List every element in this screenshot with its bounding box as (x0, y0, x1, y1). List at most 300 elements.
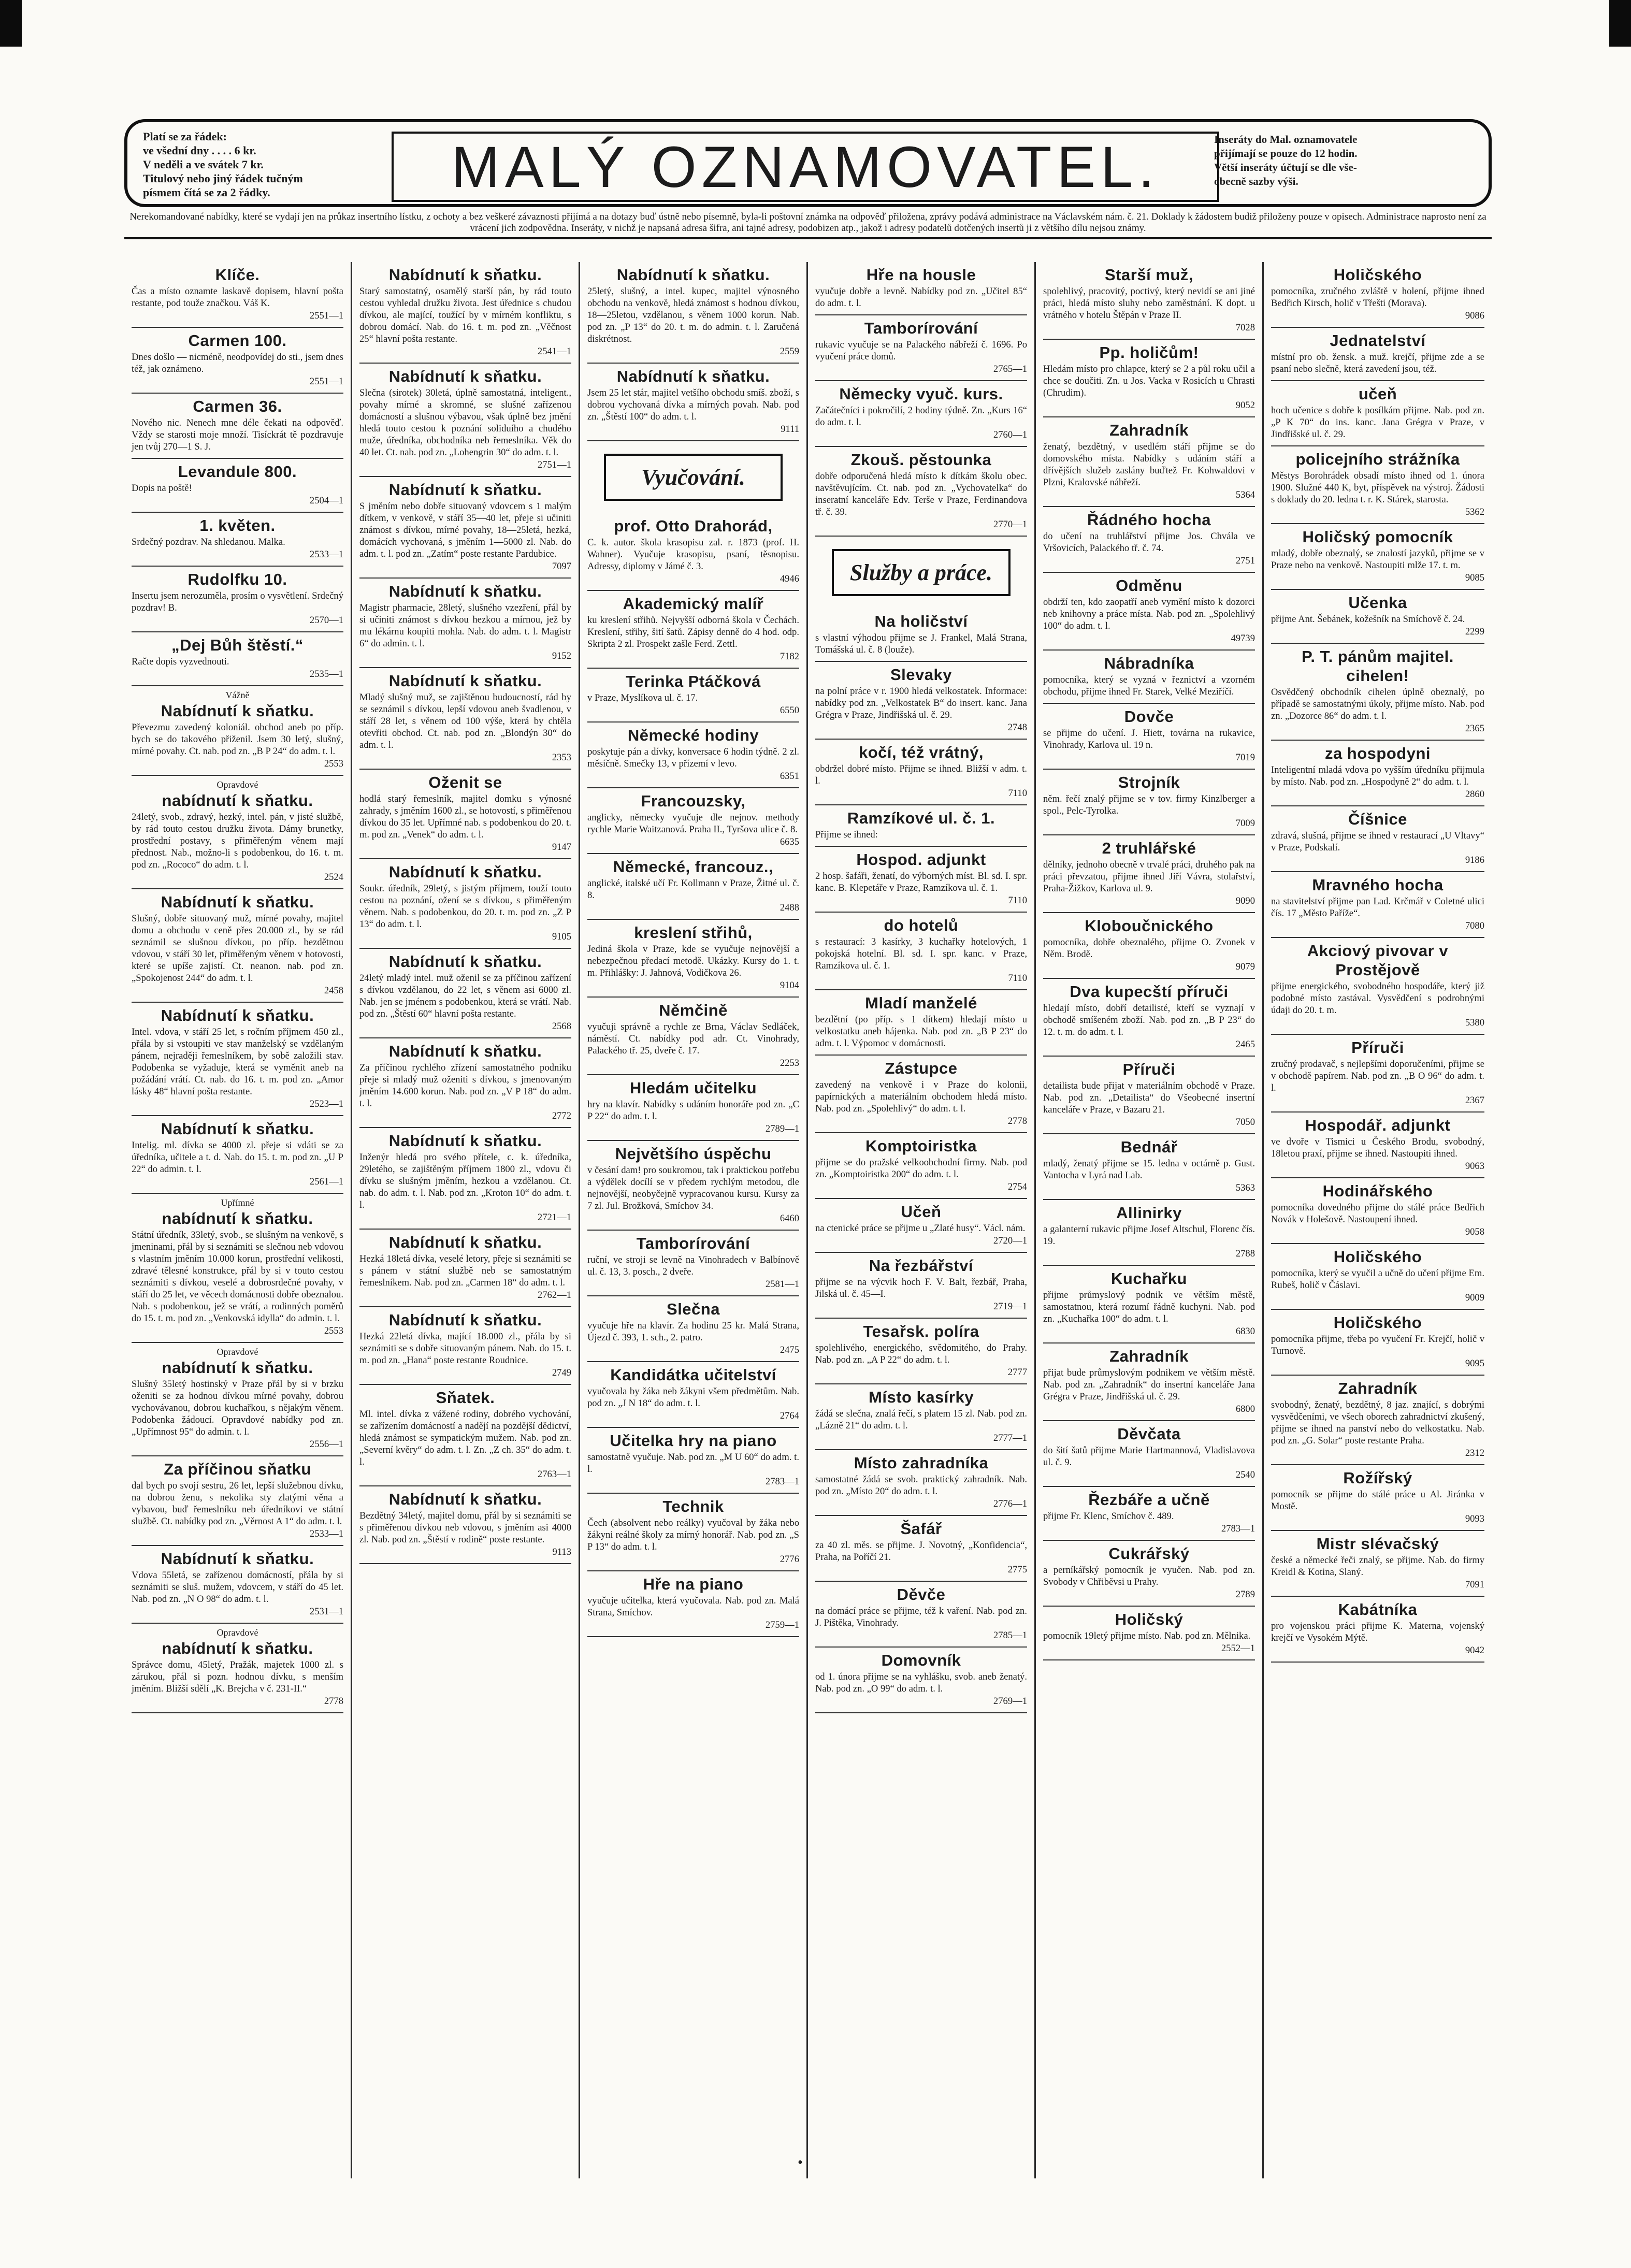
ad-text: svobodný, ženatý, bezdětný, 8 jaz. znající, s dobrými vysvědčeními, ve všech oborech zahradnictví zkušený, přijme se ihned na panství nebo do velkostatku. Nab. pod zn. „G. Solar“ poste restante Praha. (1271, 1399, 1484, 1446)
ad-preheading: Opravdové (216, 1347, 258, 1357)
ad-text: Správce domu, 45letý, Pražák, majetek 1000 zl. s zárukou, přál si pozn. hodnou dívku, s menším jměním. Bližší sdělí „K. Brejcha v č. 231-II.“ (132, 1659, 343, 1694)
ad-code: 2759—1 (765, 1620, 799, 1630)
classified-ad (815, 262, 1027, 315)
classified-ad (359, 770, 571, 859)
classified-ad (132, 1456, 343, 1546)
ad-heading: Mistr slévačský (1316, 1535, 1439, 1553)
ad-text: hry na klavír. Nabídky s udáním honoráře pod zn. „C P 22“ do adm. t. l. (587, 1099, 799, 1122)
classified-ad (815, 990, 1027, 1056)
classified-ad (1043, 979, 1255, 1057)
ad-heading: Hospod. adjunkt (856, 850, 986, 869)
ad-code: 2778 (324, 1696, 343, 1707)
classified-ad (1271, 446, 1484, 524)
ad-text: Dnes došlo — nicméně, neodpovídej do sti., jsem dnes též, jak oznámeno. (132, 352, 343, 374)
ad-text: Slušný, dobře situovaný muž, mírné povahy, majitel domu a obchodu v ceně přes 20.000 zl., by se rád seznámil se slušnou dívkou, po příp. bezdětnou vdovou, v stáří 30 let, přiměřeným věnem v hotovosti, které se upíše zajistí. Ct. neanon. nab. pod zn. „Spokojenost 244“ do adm. t. l. (132, 913, 343, 984)
price-line: Platí se za řádek: (143, 130, 227, 143)
deadline-line: Inseráty do Mal. oznamovatele (1214, 133, 1358, 146)
classified-ad (1043, 1607, 1255, 1660)
ad-text: pomocníka, který se vyučil a učně do učení přijme Em. Rubeš, holič v Čáslavi. (1271, 1268, 1484, 1291)
ad-text: pomocník 19letý přijme místo. Nab. pod zn. Mělnika. (1043, 1630, 1251, 1641)
ad-text: od 1. února přijme se na vyhlášku, svob. aneb ženatý. Nab. pod zn. „O 99“ do adm. t. l. (815, 1671, 1027, 1694)
price-line: ve všední dny . . . . 6 kr. (143, 144, 256, 157)
ad-heading: prof. Otto Drahorád, (614, 517, 773, 535)
ad-preheading: Opravdové (216, 779, 258, 790)
ad-code: 9152 (552, 651, 571, 661)
ad-code: 5363 (1235, 1182, 1255, 1193)
ad-heading: Domovník (881, 1651, 961, 1669)
ad-heading: Jednatelství (1330, 331, 1426, 350)
ad-preheading: Vážně (225, 690, 250, 700)
classified-ad (1271, 1376, 1484, 1465)
classified-ad (815, 447, 1027, 537)
ad-heading: Holičský pomocník (1302, 528, 1453, 546)
ad-heading: Odměnu (1116, 576, 1182, 595)
ad-heading: Holičského (1333, 1248, 1422, 1266)
deadline-line: přijímají se pouze do 12 hodin. (1214, 147, 1358, 160)
ad-heading: Allinirky (1116, 1204, 1182, 1222)
ad-heading: Dovče (1124, 707, 1174, 726)
ad-text: Hezká 22letá dívka, mající 18.000 zl., přála by si seznámiti se s dobře situovaným pánem. Nab. do 15. t. m. pod zn. „Hana“ poste restante Roudnice. (359, 1331, 571, 1366)
classified-ad (132, 459, 343, 513)
ad-code: 2458 (324, 985, 343, 996)
ad-heading: Příruči (1351, 1038, 1404, 1057)
ad-heading: Německé hodiny (627, 726, 759, 744)
ad-heading: Místo zahradníka (854, 1454, 989, 1472)
classified-ad (359, 579, 571, 668)
classified-ad (1271, 1465, 1484, 1531)
ad-heading: Německé, francouz., (613, 858, 774, 876)
ad-code: 2541—1 (537, 346, 571, 357)
ad-heading: Zástupce (885, 1059, 958, 1077)
classified-ad (132, 567, 343, 632)
page-footer-dot: • (798, 2155, 803, 2171)
ad-heading: Ramzíkové ul. č. 1. (847, 809, 995, 827)
ad-code: 2365 (1465, 723, 1484, 734)
ad-code: 2523—1 (309, 1099, 343, 1109)
ad-text: spolehlivý, pracovitý, poctivý, který nevidí se ani jiné práci, hledá místo sluhy nebo zaměstnání. K dopt. u vrátného v hotelu Štěpán v Praze II. (1043, 286, 1255, 321)
ad-heading: Na řezbářství (869, 1256, 974, 1275)
ad-code: 6635 (780, 836, 799, 847)
ad-text: Dopis na poště! (132, 483, 192, 494)
classified-ad (359, 1128, 571, 1230)
ad-text: na polní práce v r. 1900 hledá velkostatek. Informace: nabídky pod zn. „Velkostatek B“ do insert. kanc. Jana Grégra v Praze, Jindřišská ul. č. 29. (815, 686, 1027, 720)
ad-heading: Klíče. (215, 266, 260, 284)
classified-ad (815, 315, 1027, 381)
ad-column (580, 262, 808, 2178)
classified-ad (132, 1194, 343, 1343)
crop-mark-right (1609, 0, 1631, 47)
ad-text: pomocník se přijme do stálé práce u Al. Jiránka v Mostě. (1271, 1489, 1484, 1512)
ad-column (808, 262, 1036, 2178)
ad-text: Jsem 25 let stár, majitel vetšího obchodu smíš. zboží, s dobrou vychovaná dívka a mírných povah. Nab. pod zn. „Štěstí 100“ do adm. t. l. (587, 387, 799, 422)
ad-code: 6351 (780, 771, 799, 782)
ad-heading: Pp. holičům! (1099, 343, 1199, 362)
ad-heading: Levandule 800. (178, 463, 297, 481)
ad-code: 9052 (1235, 400, 1255, 411)
classified-ad (1043, 1344, 1255, 1421)
ad-code: 2568 (552, 1021, 571, 1032)
classified-ad (132, 1343, 343, 1456)
classified-ad (1271, 1035, 1484, 1113)
ad-code: 2772 (552, 1110, 571, 1121)
ad-text: s restaurací: 3 kasírky, 3 kuchařky hotelových, 1 pokojská hotelní. Bl. sd. I. spr. kanc. v Praze, Ramzíkova ul. č. 1. (815, 936, 1027, 971)
ad-heading: Nabídnutí k sňatku. (388, 863, 542, 881)
ad-text: zručný prodavač, s nejlepšími doporučeními, přijme se v obchodě papírem. Nab. pod zn. „B O 96“ do adm. t. l. (1271, 1059, 1484, 1093)
ad-heading: Technik (662, 1497, 724, 1515)
ad-text: anglicky, německy vyučuje dle nejnov. methody rychle Marie Waitzanová. Praha II., Tyršova ulice č. 8. (587, 812, 799, 835)
ad-heading: Slevaky (890, 666, 952, 684)
classified-ad (587, 788, 799, 854)
ad-code: 7097 (552, 561, 571, 572)
ad-heading: Hře na housle (866, 266, 976, 284)
classified-ad (359, 477, 571, 579)
classified-ad (132, 394, 343, 459)
ad-code: 6800 (1235, 1404, 1255, 1414)
ad-heading: Nabídnutí k sňatku. (616, 266, 770, 284)
ad-heading: Nabídnutí k sňatku. (388, 266, 542, 284)
classified-ad (587, 513, 799, 591)
ad-text: Hledám místo pro chlapce, který se 2 a půl roku učil a chce se doučiti. Zn. u Jos. Vacka v Rosicích u Chrasti (Chrudim). (1043, 364, 1255, 398)
classified-ad (359, 668, 571, 770)
ad-text: Ml. intel. dívka z vážené rodiny, dobrého vychování, se zařízením domácností a nadějí na pozdější dědictví, hledá známost se sympatickým mužem. Nab. pod zn. „Severní kvěry“ do adm. t. l. Zn. „Z ch. 35“ do adm. t. l. (359, 1409, 571, 1467)
classified-ad (587, 1494, 799, 1571)
ad-code: 2570—1 (309, 615, 343, 626)
ad-text: zdravá, slušná, přijme se ihned v restaurací „U Vltavy“ v Praze, Podskalí. (1271, 830, 1484, 853)
classified-ad (359, 949, 571, 1038)
ad-heading: Kloboučnického (1085, 917, 1214, 935)
ad-heading: Starší muž, (1105, 266, 1193, 284)
ad-text: S jměním nebo dobře situovaný vdovcem s 1 malým dítkem, v venkově, v stáří 35—40 let, přeje si učiniti známost s dívkou, mírné povahy, 18—25letá, hezká, domácích vychovaná, s jměním 1—5000 zl. Nab. do adm. t. l. pod zn. „Zatím“ poste restante Pardubice. (359, 501, 571, 559)
ad-text: 25letý, slušný, a intel. kupec, majitel výnosného obchodu na venkově, hledá známost s hodnou dívkou, 18—25letou, vzdělanou, s věnem 1000 korun. Nab. pod zn. „P 13“ do 20. t. m. do admin. t. l. Zaručená diskrétnost. (587, 286, 799, 344)
classified-ad (815, 1450, 1027, 1516)
classified-ad (587, 1428, 799, 1494)
ad-heading: Slečna (667, 1300, 720, 1318)
ad-code: 2533—1 (309, 549, 343, 560)
ad-text: dobře odporučená hledá místo k dítkám školu obec. navštěvujícím. Ct. nab. pod zn. „Vychovatelka“ do inseratní kanceláře Edv. Terše v Praze, Ferdinandova tř. č. 39. (815, 471, 1027, 517)
ad-text: anglické, italské učí Fr. Kollmann v Praze, Žitné ul. č. 8. (587, 878, 799, 901)
ad-text: ruční, ve stroji se levně na Vinohradech v Balbínově ul. č. 13, 3. posch., 2 dveře. (587, 1254, 799, 1277)
ad-text: Převezmu zavedený koloniál. obchod aneb po příp. bych se do takového přiženil. Jsem 30 letý, slušný, mírné povahy. Ct. nab. pod zn. „B P 24“ do adm. t. l. (132, 722, 343, 757)
ad-text: Intel. vdova, v stáří 25 let, s ročním příjmem 450 zl., přála by si vstoupiti ve stav manželský se vzdělaným pánem, nejraději řemeslníkem, by sobě založili stav. Podobenka se vyžaduje, která se vyměnit aneb na požádání vrátí. Ct. nab. do 16. t. m. pod zn. „Amor lásky 48“ hlavní pošta restante. (132, 1027, 343, 1097)
classified-ad (815, 847, 1027, 913)
ad-text: rukavic vyučuje se na Palackého nábřeží č. 1696. Po vyučení práce domů. (815, 339, 1027, 362)
ad-text: 2 hosp. šafáři, ženatí, do výborných míst. Bl. sd. I. spr. kanc. B. Klepetáře v Praze, Ramzíkova ul. č. 1. (815, 871, 1027, 893)
ad-text: dělníky, jednoho obecně v trvalé práci, druhého pak na práci převzatou, přijme ihned Jiří Vávra, stolařství, Praha-Žižkov, Karlova ul. 9. (1043, 859, 1255, 894)
classified-ad (132, 686, 343, 776)
ad-heading: Za příčinou sňatku (164, 1460, 311, 1478)
ad-code: 2748 (1007, 722, 1027, 733)
ad-heading: Cukrářský (1108, 1544, 1190, 1563)
ad-heading: Nabídnutí k sňatku. (388, 1311, 542, 1329)
classified-ad (815, 609, 1027, 662)
ad-heading: Nabídnutí k sňatku. (161, 702, 314, 720)
classified-ad (132, 1116, 343, 1194)
classified-ad (1043, 770, 1255, 835)
classified-ad (1271, 806, 1484, 872)
ad-heading: Carmen 36. (193, 397, 282, 415)
ad-heading: Nabídnutí k sňatku. (388, 367, 542, 385)
price-line: Titulový nebo jiný řádek tučným (143, 172, 303, 185)
ad-code: 5364 (1235, 489, 1255, 500)
ad-text: pomocníka dovedného přijme do stálé práce Bedřich Novák v Holešově. Nastoupení ihned. (1271, 1202, 1484, 1225)
ad-heading: Zahradník (1109, 1347, 1189, 1365)
ad-text: vyučuji správně a rychle ze Brna, Václav Sedláček, náměstí. Ct. nabídky pod adr. Ct. Vinohrady, Palackého tř. 25, dveře č. 17. (587, 1021, 799, 1056)
classified-ad (587, 364, 799, 441)
ad-code: 5380 (1465, 1017, 1484, 1028)
ad-code: 2777—1 (993, 1433, 1027, 1443)
classified-ad (587, 723, 799, 788)
ad-heading: „Dej Bůh štěstí.“ (171, 636, 304, 654)
ad-text: se přijme do učení. J. Hiett, továrna na rukavice, Vinohrady, Karlova ul. 19 n. (1043, 728, 1255, 750)
classified-ad (1043, 417, 1255, 507)
ad-code: 9085 (1465, 572, 1484, 583)
ad-text: do učení na truhlářství přijme Jos. Chvála ve Vršovicích, Palackého tř. č. 74. (1043, 531, 1255, 554)
ad-code: 49739 (1231, 633, 1255, 644)
ad-code: 7110 (1008, 788, 1027, 799)
ad-text: ve dvoře v Tismici u Českého Brodu, svobodný, 18letou praxí, přijme se ihned. Nastoupiti ihned. (1271, 1136, 1484, 1159)
ad-heading: Tesařsk. políra (863, 1322, 979, 1340)
classified-ad (1271, 590, 1484, 644)
ad-heading: Hledám učitelku (629, 1079, 757, 1097)
ad-code: 6830 (1235, 1326, 1255, 1337)
classified-ad (587, 854, 799, 920)
ad-text: samostatně vyučuje. Nab. pod zn. „M U 60“ do adm. t. l. (587, 1452, 799, 1475)
classified-ad (815, 805, 1027, 847)
ad-text: vyučuje učitelka, která vyučovala. Nab. pod zn. Malá Strana, Smíchov. (587, 1595, 799, 1618)
ad-code: 9186 (1465, 855, 1484, 865)
ad-text: obdržel dobré místo. Přijme se ihned. Bližší v adm. t. l. (815, 763, 1027, 786)
ad-text: Soukr. úředník, 29letý, s jistým příjmem, touží touto cestou na poznání, ožení se s dívkou, s přiměřeným věnem. Nab. s podobenkou, do 20. t. m. pod zn. „Z P 13“ do adm. t. l. (359, 883, 571, 930)
ad-heading: Na holičství (874, 612, 968, 630)
ad-code: 9090 (1235, 895, 1255, 906)
ad-code: 9105 (552, 931, 571, 942)
classified-ad (132, 513, 343, 567)
ad-text: Inteligentní mladá vdova po vyšším úředníku přijmula by místo. Nab. pod zn. „Hospodyně 2“ do adm. t. l. (1271, 764, 1484, 787)
ad-code: 2777 (1007, 1367, 1027, 1378)
ad-heading: Učitelka hry na piano (610, 1432, 777, 1450)
ad-heading: Řezbáře a učně (1088, 1491, 1210, 1509)
classified-ad (587, 1231, 799, 1296)
ad-code: 7009 (1235, 818, 1255, 829)
title-box (392, 132, 1219, 202)
ad-code: 9104 (780, 980, 799, 991)
classified-ad (587, 1362, 799, 1428)
ad-text: Slušný 35letý hostinský v Praze přál by si v brzku oženiti se za hodnou dívkou mírné povahy, dobrou vychovávanou, dobrou kuchařkou, s nějakým věnem. Podobenka žádoucí. Opravdové nabídky pod zn. „Upřímnost 95“ do admin. t. l. (132, 1379, 343, 1437)
ad-column (352, 262, 580, 2178)
ad-text: hoch učenice s dobře k posílkám přijme. Nab. pod zn. „P K 70“ do ins. kanc. Jana Grégra v Praze, v Jindřišské ul. č. 29. (1271, 405, 1484, 440)
ad-text: přijme Ant. Šebánek, kožešník na Smíchově č. 24. (1271, 614, 1465, 625)
ad-code: 9079 (1235, 961, 1255, 972)
ad-code: 2353 (552, 752, 571, 763)
masthead (124, 119, 1492, 207)
ad-columns (124, 262, 1492, 2178)
ad-heading: Nabídnutí k sňatku. (388, 672, 542, 690)
classified-ad (359, 1385, 571, 1486)
price-line: písmem čítá se za 2 řádky. (143, 186, 270, 199)
ad-heading: Číšnice (1348, 810, 1407, 828)
ad-text: zavedený na venkově i v Praze do kolonii, papírnických a materiálním obchodem hledá místo. Nab. pod zn. „Spolehlivý“ do adm. t. l. (815, 1079, 1027, 1114)
ad-heading: Nabídnutí k sňatku. (388, 1233, 542, 1251)
ad-code: 2775 (1007, 1564, 1027, 1575)
ad-code: 2465 (1235, 1039, 1255, 1050)
ad-text: samostatné žádá se svob. praktický zahradník. Nab. pod zn. „Místo 20“ do adm. t. l. (815, 1474, 1027, 1497)
classified-ad (1043, 573, 1255, 651)
crop-mark-left (0, 0, 22, 47)
ad-code: 2312 (1465, 1448, 1484, 1458)
ad-code: 9009 (1465, 1292, 1484, 1303)
ad-heading: Terinka Ptáčková (626, 672, 761, 690)
classified-ad (815, 1199, 1027, 1253)
ad-heading: Kandidátka učitelství (610, 1366, 776, 1384)
ad-heading: Francouzsky, (641, 792, 746, 810)
ad-text: Přijme se ihned: (815, 829, 878, 840)
ad-text: Slečna (sirotek) 30letá, úplně samostatná, inteligent., povahy mírné a skromné, se slušné zařízenou domácností a slušnou výbavou, však úplně bez jmění hledá touto cestou k poznání soliduího a chudého muže, úředníka, obchodníka neb řemeslníka. Věk do 40 let. Ct. nab. pod zn. „Lohengrin 30“ do adm. t. l. (359, 387, 571, 458)
ad-code: 2540 (1235, 1469, 1255, 1480)
ad-heading: Zkouš. pěstounka (850, 451, 992, 469)
deadline-line: Větší inseráty účtují se dle vše- (1214, 161, 1357, 174)
ad-code: 6550 (780, 705, 799, 716)
ad-code: 2785—1 (993, 1630, 1027, 1641)
classified-ad (359, 859, 571, 949)
ad-code: 9058 (1465, 1226, 1484, 1237)
ad-heading: Tamborírování (636, 1234, 750, 1252)
ad-text: Nového nic. Nenech mne déle čekati na odpověď. Vždy se starosti moje množí. Tisíckrát tě pozdravuje jen tvůj 270—1 S. J. (132, 417, 343, 452)
ad-code: 7182 (780, 651, 799, 662)
ad-text: vyučuje hře na klavír. Za hodinu 25 kr. Malá Strana, Újezd č. 393, 1. sch., 2. patro. (587, 1320, 799, 1343)
ad-text: poskytuje pán a dívky, konversace 6 hodin týdně. 2 zl. měsíčně. Smečky 13, v přízemí v levo. (587, 746, 799, 769)
ad-heading: Zahradník (1109, 421, 1189, 439)
ad-preheading: Opravdové (216, 1627, 258, 1638)
classified-ad (1271, 524, 1484, 590)
ad-heading: nabídnutí k sňatku. (162, 791, 313, 810)
ad-column (1264, 262, 1492, 2178)
classified-ad (587, 669, 799, 723)
ad-code: 2763—1 (537, 1469, 571, 1480)
classified-ad (815, 1648, 1027, 1713)
ad-text: Osvědčený obchodník cihelen úplně obeznalý, po případě se samostatnými úkoly, přijme místo. Nab. pod zn. „Dozorce 86“ do adm. t. l. (1271, 687, 1484, 721)
ad-code: 2551—1 (309, 310, 343, 321)
ad-heading: učeň (1358, 385, 1397, 403)
ad-text: pomocníka, zručného zvláště v holení, přijme ihned Bedřich Kirsch, holič v Třešti (Morava). (1271, 286, 1484, 309)
classified-ad (1043, 1200, 1255, 1266)
ad-text: české a německé řeči znalý, se přijme. Nab. do firmy Kreidl & Kotina, Slaný. (1271, 1555, 1484, 1578)
ad-text: pro vojenskou práci přijme K. Materna, vojenský krejčí ve Vysokém Mýtě. (1271, 1621, 1484, 1643)
ad-heading: Carmen 100. (188, 331, 287, 350)
ad-code: 2299 (1465, 626, 1484, 637)
ad-heading: Hodinářského (1322, 1182, 1433, 1200)
ad-heading: nabídnutí k sňatku. (162, 1639, 313, 1657)
ad-text: mladý, ženatý přijme se 15. ledna v octárně p. Gust. Vantocha v Lyrá nad Lab. (1043, 1158, 1255, 1181)
ad-code: 2751 (1235, 555, 1255, 566)
ad-text: Bezdětný 34letý, majitel domu, přál by si seznámiti se s přiměřenou dívkou neb vdovou, s jměním asi 4000 zl. Nab. pod zn. „Štěstí v rodině“ poste restante. (359, 1510, 571, 1545)
classified-ad (359, 1486, 571, 1564)
ad-text: hledají místo, dobří detailisté, kteří se vyznají v obchodě smíšeném zboží. Nab. pod zn. „B P 23“ do 12. t. m. do adm. t. l. (1043, 1003, 1255, 1037)
ad-text: Vdova 55letá, se zařízenou domácností, přála by si seznámiti se sluš. mužem, vdovcem, v stáří do 45 let. Nab. pod zn. „N O 98“ do adm. t. l. (132, 1570, 343, 1605)
ad-code: 7091 (1465, 1579, 1484, 1590)
ad-code: 4946 (780, 573, 799, 584)
ad-text: přijme průmyslový podnik ve větším městě, samostatnou, která rozumí řádně kuchyni. Nab. pod zn. „Kuchařka 100“ do adm. t. l. (1043, 1290, 1255, 1324)
classified-ad (815, 1133, 1027, 1199)
classified-ad (1043, 507, 1255, 573)
classified-ad (1271, 1178, 1484, 1244)
ad-heading: Holičského (1333, 266, 1422, 284)
ad-code: 7028 (1235, 322, 1255, 333)
ad-code: 2754 (1007, 1181, 1027, 1192)
ad-code: 2762—1 (537, 1290, 571, 1301)
ad-heading: Akademický malíř (623, 595, 764, 613)
ad-heading: za hospodyni (1324, 744, 1431, 762)
ad-heading: 2 truhlářské (1102, 839, 1196, 857)
classified-ad (1043, 1134, 1255, 1200)
ad-code: 2504—1 (309, 495, 343, 506)
ad-heading: Nabídnutí k sňatku. (388, 1042, 542, 1060)
ad-column (124, 262, 352, 2178)
ad-code: 7050 (1235, 1117, 1255, 1128)
ad-text: do šití šatů přijme Marie Hartmannová, Vladislavova ul. č. 9. (1043, 1445, 1255, 1468)
ad-text: Starý samostatný, osamělý starší pán, by rád touto cestou vyhledal družku života. Jest úřednice s chudou dívkou, ale mající, toužící by v mírném konfliktu, s dobrou domácí. Nab. do 16. t. m. pod zn. „Věčnost 25“ hlavní pošta restante. (359, 286, 571, 344)
ad-text: a perníkářský pomocník je vyučen. Nab. pod zn. Svobody v Chřiběvsi u Prahy. (1043, 1565, 1255, 1587)
ad-heading: 1. květen. (199, 516, 276, 535)
classified-ad (587, 1296, 799, 1362)
ad-heading: Příruči (1122, 1060, 1176, 1078)
ad-heading: Největšího úspěchu (615, 1145, 772, 1163)
ad-heading: Komptoiristka (865, 1137, 977, 1155)
ad-heading: Kuchařku (1111, 1269, 1187, 1288)
classified-ad (1043, 913, 1255, 979)
classified-ad (1271, 872, 1484, 938)
ad-heading: Oženit se (428, 773, 502, 791)
classified-ad (1043, 1487, 1255, 1541)
ad-code: 2488 (780, 902, 799, 913)
classified-ad (132, 262, 343, 328)
ad-text: C. k. autor. škola krasopisu zal. r. 1873 (prof. H. Wahner). Vyučuje krasopisu, psaní, těsnopisu. Adressy, diplomy v Jámé č. 3. (587, 537, 799, 572)
ad-code: 9042 (1465, 1645, 1484, 1656)
classified-ad (359, 1038, 571, 1128)
ad-code: 2721—1 (537, 1212, 571, 1223)
ad-code: 2524 (324, 872, 343, 883)
classified-ad (132, 776, 343, 889)
ad-heading: Nabídnutí k sňatku. (388, 481, 542, 499)
ad-heading: Němčině (659, 1001, 728, 1019)
section-heading-box (832, 549, 1011, 596)
classified-ad (815, 662, 1027, 740)
ad-text: místní pro ob. žensk. a muž. krejčí, přijme zde a se psaní nebo slečně, která zavedení jsou, též. (1271, 352, 1484, 374)
ad-text: na stavitelství přijme pan Lad. Krčmář v Coletné ulici čís. 17 „Město Paříže“. (1271, 896, 1484, 919)
ad-heading: Řádného hocha (1087, 511, 1211, 529)
ad-code: 7019 (1235, 752, 1255, 763)
ad-code: 7110 (1008, 895, 1027, 906)
ad-code: 2770—1 (993, 519, 1027, 530)
ad-code: 2764 (780, 1410, 799, 1421)
ad-heading: kočí, též vrátný, (858, 743, 984, 761)
ad-code: 7080 (1465, 920, 1484, 931)
ad-heading: nabídnutí k sňatku. (162, 1209, 313, 1227)
page-title: MALÝ OZNAMOVATEL. (451, 134, 1160, 199)
ad-code: 9095 (1465, 1358, 1484, 1369)
ad-heading: Nabídnutí k sňatku. (161, 893, 314, 911)
ad-text: s vlastní výhodou přijme se J. Frankel, Malá Strana, Tomášská ul. č. 8 (louže). (815, 632, 1027, 655)
ad-text: přijat bude průmyslovým podnikem ve větším městě. Nab. pod zn. „Zahradník“ do insertní kanceláře Jana Grégra v Praze, Jindřišská ul. č. 29. (1043, 1367, 1255, 1402)
ad-heading: Bednář (1120, 1138, 1178, 1156)
ad-text: 24letý, svob., zdravý, hezký, intel. pán, v jisté službě, by rád touto cestou družku života. Dámy brunetky, prostřední postavy, s přiměřeným věnem mají přednost. Nab., možno-li s podobenkou, do 16. t. m. pod zn. „Rococo“ do adm. t. l. (132, 812, 343, 870)
ad-text: přijme Fr. Klenc, Smíchov č. 489. (1043, 1511, 1174, 1522)
ad-text: dal bych po svojí sestru, 26 let, lepší služebnou dívku, na dobrou ženu, s nekolika sty zlatými věna a vybavou, buď řemeslníku neb úředníkovi ve státní službě. Ct. nabídky pod zn. „Věrnost A 1“ do adm. t. l. (132, 1480, 343, 1527)
ad-heading: Německy vyuč. kurs. (839, 385, 1003, 403)
classified-ad (1271, 644, 1484, 741)
ad-column (1036, 262, 1264, 2178)
ad-text: Intelig. ml. dívka se 4000 zl. přeje si vdáti se za úředníka, učitele a t. d. Nab. do 15. t. m. pod zn. „U P 22“ do admin. t. l. (132, 1140, 343, 1175)
ad-text: v Praze, Myslíkova ul. č. 17. (587, 692, 698, 703)
